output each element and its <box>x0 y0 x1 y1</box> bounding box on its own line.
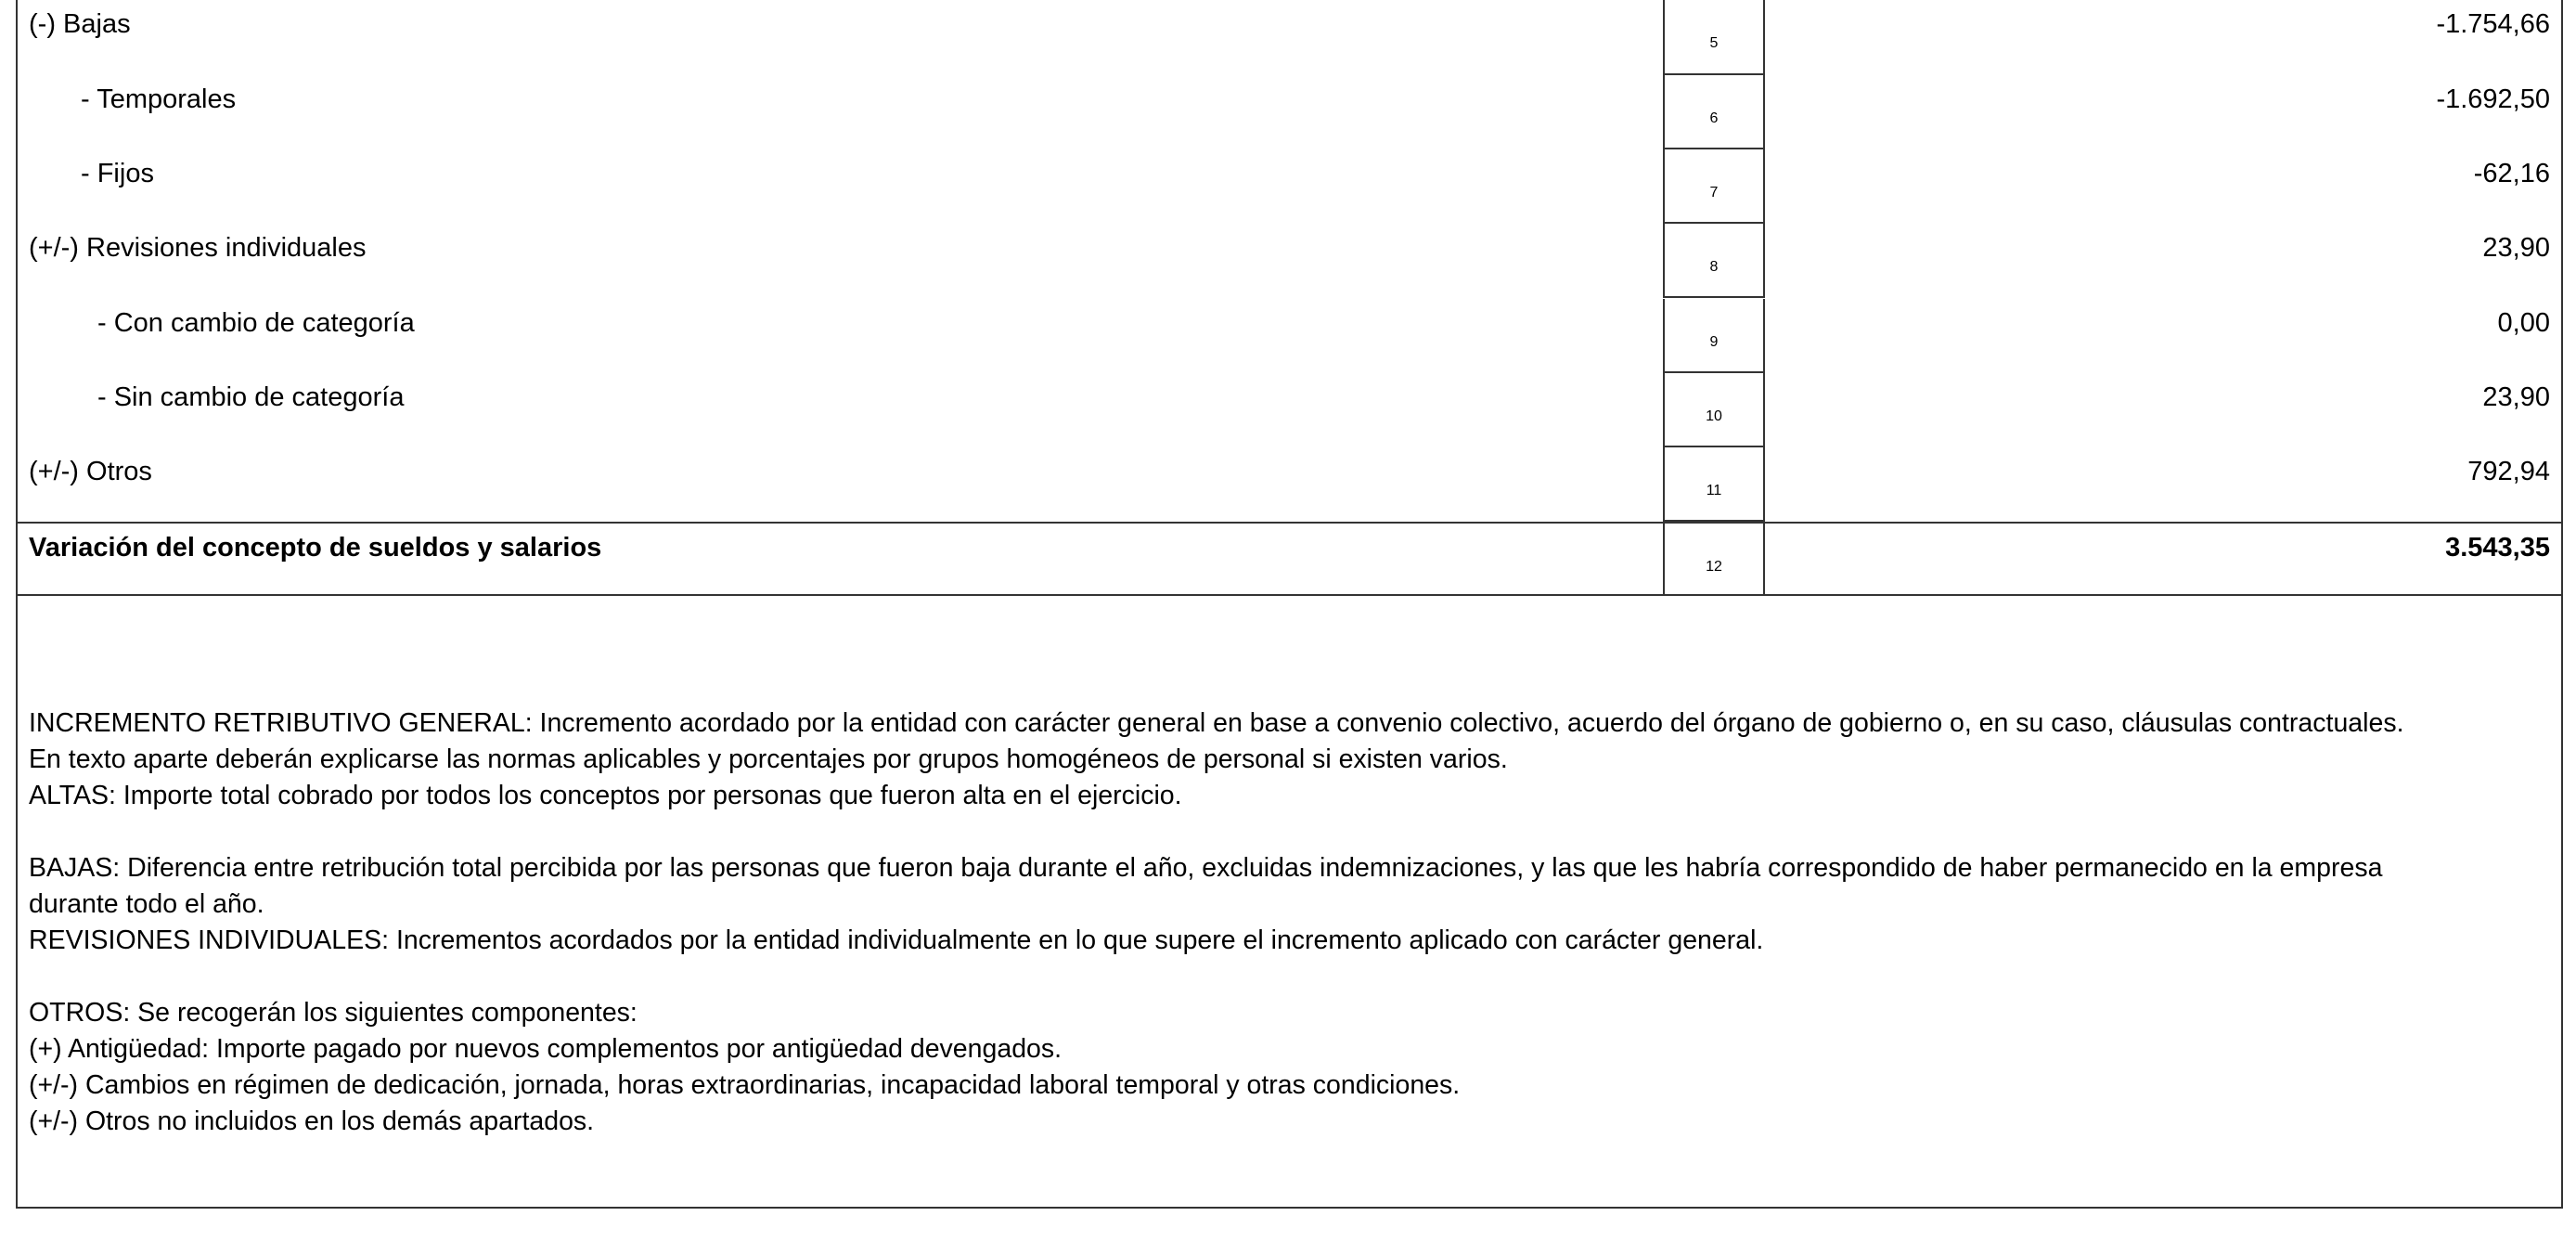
row-value: 23,90 <box>2482 233 2550 263</box>
notes-section <box>29 705 2553 1140</box>
table-row-otros <box>16 447 2563 522</box>
row-code: 9 <box>1663 299 1765 373</box>
row-value: -62,16 <box>2473 159 2550 188</box>
row-label: - Con cambio de categoría <box>97 308 415 338</box>
total-label: Variación del concepto de sueldos y salarios <box>29 533 602 563</box>
row-value: 23,90 <box>2482 382 2550 412</box>
row-label: (+/-) Otros <box>29 457 152 486</box>
row-code: 11 <box>1663 447 1765 522</box>
row-code: 8 <box>1663 224 1765 298</box>
note-otros-antiguedad: (+) Antigüedad: Importe pagado por nuevos complementos por antigüedad devengados. <box>29 1034 1063 1064</box>
row-value: 0,00 <box>2497 308 2550 338</box>
table-row-revisiones <box>16 224 2563 298</box>
row-code: 10 <box>1663 373 1765 447</box>
table-row-bajas <box>16 0 2563 74</box>
table-row-fijos <box>16 149 2563 224</box>
note-otros-title: OTROS: Se recogerán los siguientes componentes: <box>29 998 638 1028</box>
note-otros-cambios: (+/-) Cambios en régimen de dedicación, jornada, horas extraordinarias, incapacidad laboral temporal y otras condiciones. <box>29 1070 1461 1100</box>
note-incremento-cont: En texto aparte deberán explicarse las normas aplicables y porcentajes por grupos homogéneos de personal si existen varios. <box>29 744 1508 774</box>
total-value: 3.543,35 <box>2445 533 2550 563</box>
row-value: 792,94 <box>2467 457 2550 486</box>
table-row-temporales <box>16 75 2563 149</box>
row-value: -1.692,50 <box>2436 84 2550 114</box>
row-label: - Fijos <box>81 159 154 188</box>
row-label: (+/-) Revisiones individuales <box>29 233 367 263</box>
note-otros-otros: (+/-) Otros no incluidos en los demás apartados. <box>29 1106 595 1136</box>
note-bajas: BAJAS: Diferencia entre retribución total percibida por las personas que fueron baja durante el año, excluidas indemnizaciones, y las que les habría correspondido de haber permanecido en la empresa <box>29 853 2383 883</box>
row-code: 7 <box>1663 149 1765 224</box>
row-label: - Sin cambio de categoría <box>97 382 405 412</box>
row-code: 6 <box>1663 75 1765 149</box>
row-label: - Temporales <box>81 84 237 114</box>
table-row-con-cambio <box>16 299 2563 373</box>
note-revisiones: REVISIONES INDIVIDUALES: Incrementos acordados por la entidad individualmente en lo que supere el incremento aplicado con carácter general. <box>29 925 1764 955</box>
row-code: 5 <box>1663 0 1765 75</box>
note-bajas-cont: durante todo el año. <box>29 889 264 919</box>
note-altas: ALTAS: Importe total cobrado por todos los conceptos por personas que fueron alta en el ejercicio. <box>29 781 1182 810</box>
table-row-total <box>16 522 2563 596</box>
row-label: (-) Bajas <box>29 9 131 39</box>
note-incremento: INCREMENTO RETRIBUTIVO GENERAL: Incremento acordado por la entidad con carácter general en base a convenio colectivo, acuerdo del órgano de gobierno o, en su caso, cláusulas contractuales. <box>29 708 2404 738</box>
total-code: 12 <box>1663 524 1765 596</box>
table-row-sin-cambio <box>16 373 2563 447</box>
row-value: -1.754,66 <box>2436 9 2550 39</box>
